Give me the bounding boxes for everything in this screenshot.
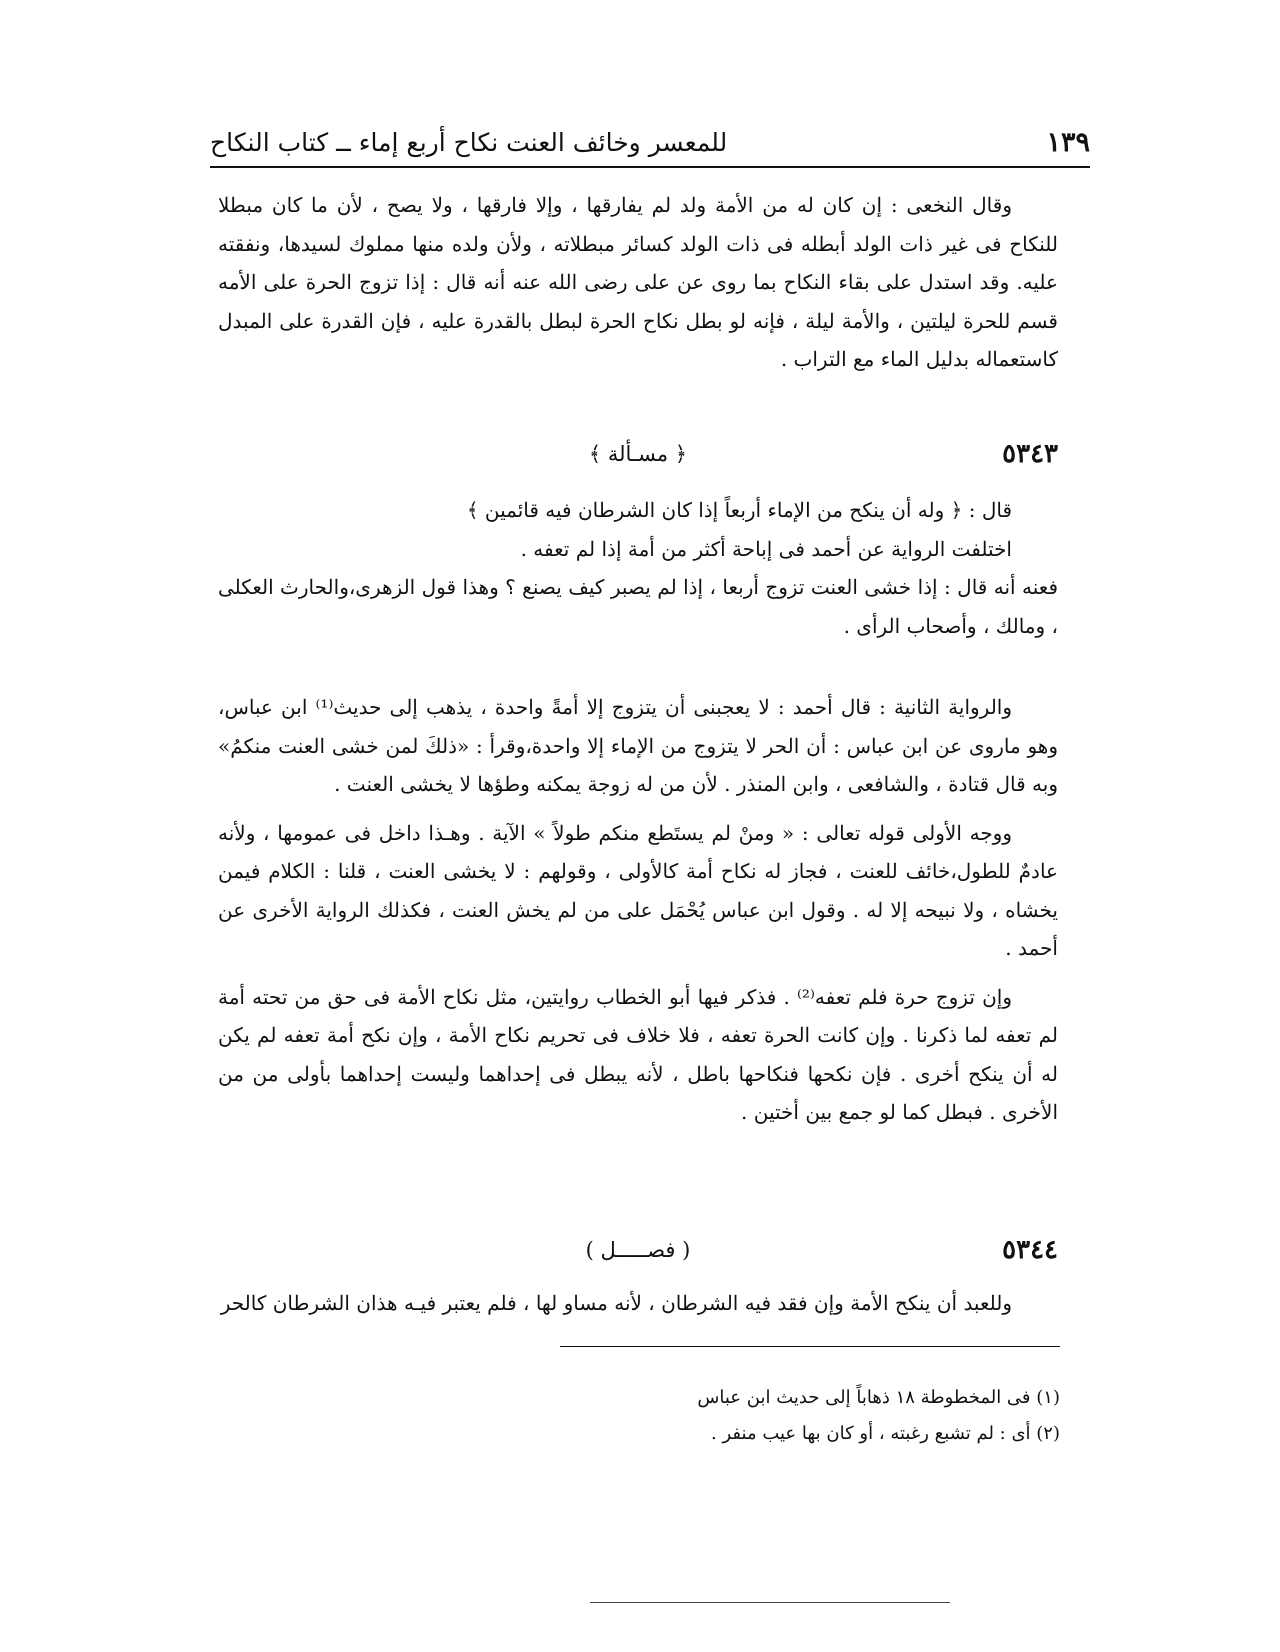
paragraph: اختلفت الرواية عن أحمد فى إباحة أكثر من أمة إذا لم تعفه .: [520, 536, 1012, 561]
footnote: (٢) أى : لم تشبع رغبته ، أو كان بها عيب منفر .: [711, 1423, 1060, 1444]
footnotes: [560, 1380, 1060, 1452]
section-label: ﴿ مسـألة ﴾: [588, 442, 688, 466]
page-number: ١٣٩: [1046, 126, 1090, 158]
section-number: ٥٣٤٣: [1002, 439, 1058, 469]
running-title: للمعسر وخائف العنت نكاح أربع إماء ــ كتاب النكاح: [210, 127, 728, 157]
section-label: ( فصـــــل ): [585, 1238, 691, 1262]
paragraph: والرواية الثانية : قال أحمد : لا يعجبنى أن يتزوج إلا أمةً واحدة ، يذهب إلى حديث⁽¹⁾ ابن عباس، وهو ماروى عن ابن عباس : أن الحر لا يتزوج من الإماء إلا واحدة،وقرأ : «ذلكَ لمن خشى العنت منكمُ» وبه قال قتادة ، والشافعى ، وابن المنذر . لأن من له زوجة يمكنه وطؤها لا يخشى العنت .: [218, 695, 1058, 796]
section-heading-masala: [218, 434, 1058, 474]
paragraph: وللعبد أن ينكح الأمة وإن فقد فيه الشرطان ، لأنه مساو لها ، فلم يعتبر فيـه هذان الشرطان كالحر: [220, 1291, 1012, 1315]
section-heading-fasl: [218, 1230, 1058, 1270]
text-block-2: [218, 491, 1058, 645]
footnote: (١) فى المخطوطة ١٨ ذهاباً إلى حديث ابن عباس: [697, 1387, 1060, 1408]
running-header: [210, 118, 1090, 166]
paragraph: قال : ﴿ وله أن ينكح من الإماء أربعاً إذا كان الشرطان فيه قائمين ﴾: [466, 498, 1012, 522]
paragraph: وقال النخعى : إن كان له من الأمة ولد لم يفارقها ، وإلا فارقها ، ولا يصح ، لأن ما كان مبطلا للنكاح فى غير ذات الولد أبطله فى ذات الولد كسائر مبطلاته ، ولأن ولده منها مملوك لسيدها، ونفقته عليه. وقد استدل على بقاء النكاح بما روى عن على رضى الله عنه أنه قال : إذا تزوج الحرة على الأمه قسم للحرة ليلتين ، والأمة ليلة ، فإنه لو بطل نكاح الحرة لبطل بالقدرة عليه ، فإن القدرة على المبدل كاستعماله بدليل الماء مع التراب .: [218, 193, 1058, 371]
text-block-4: [218, 1284, 1058, 1323]
bottom-rule: [590, 1602, 950, 1603]
paragraph: فعنه أنه قال : إذا خشى العنت تزوج أربعا ، إذا لم يصبر كيف يصنع ؟ وهذا قول الزهرى،والحارث العكلى ، ومالك ، وأصحاب الرأى .: [218, 575, 1058, 638]
text-block-3: [218, 688, 1058, 1132]
footnote-rule: [560, 1346, 1060, 1347]
paragraph: وإن تزوج حرة فلم تعفه⁽²⁾ . فذكر فيها أبو الخطاب روايتين، مثل نكاح الأمة فى حق من تحته أمة لم تعفه لما ذكرنا . وإن كانت الحرة تعفه ، فلا خلاف فى تحريم نكاح الأمة ، وإن نكح أمة تعفه لم يكن له أن ينكح أخرى . فإن نكحها فنكاحها باطل ، لأنه يبطل فى إحداهما وليست إحداهما بأولى من من الأخرى . فبطل كما لو جمع بين أختين .: [218, 984, 1058, 1124]
section-number: ٥٣٤٤: [1002, 1235, 1058, 1265]
header-rule: [210, 166, 1090, 168]
paragraph: ووجه الأولى قوله تعالى : « ومنْ لم يستَطع منكم طولاً » الآية . وهـذا داخل فى عمومها ، ولأنه عادمٌ للطول،خائف للعنت ، فجاز له نكاح أمة كالأولى ، وقولهم : لا يخشى العنت ، قلنا : الكلام فيمن يخشاه ، ولا نبيحه إلا له . وقول ابن عباس يُحْمَل على من لم يخش العنت ، فكذلك الرواية الأخرى عن أحمد .: [218, 820, 1058, 960]
text-block-1: [218, 186, 1058, 379]
